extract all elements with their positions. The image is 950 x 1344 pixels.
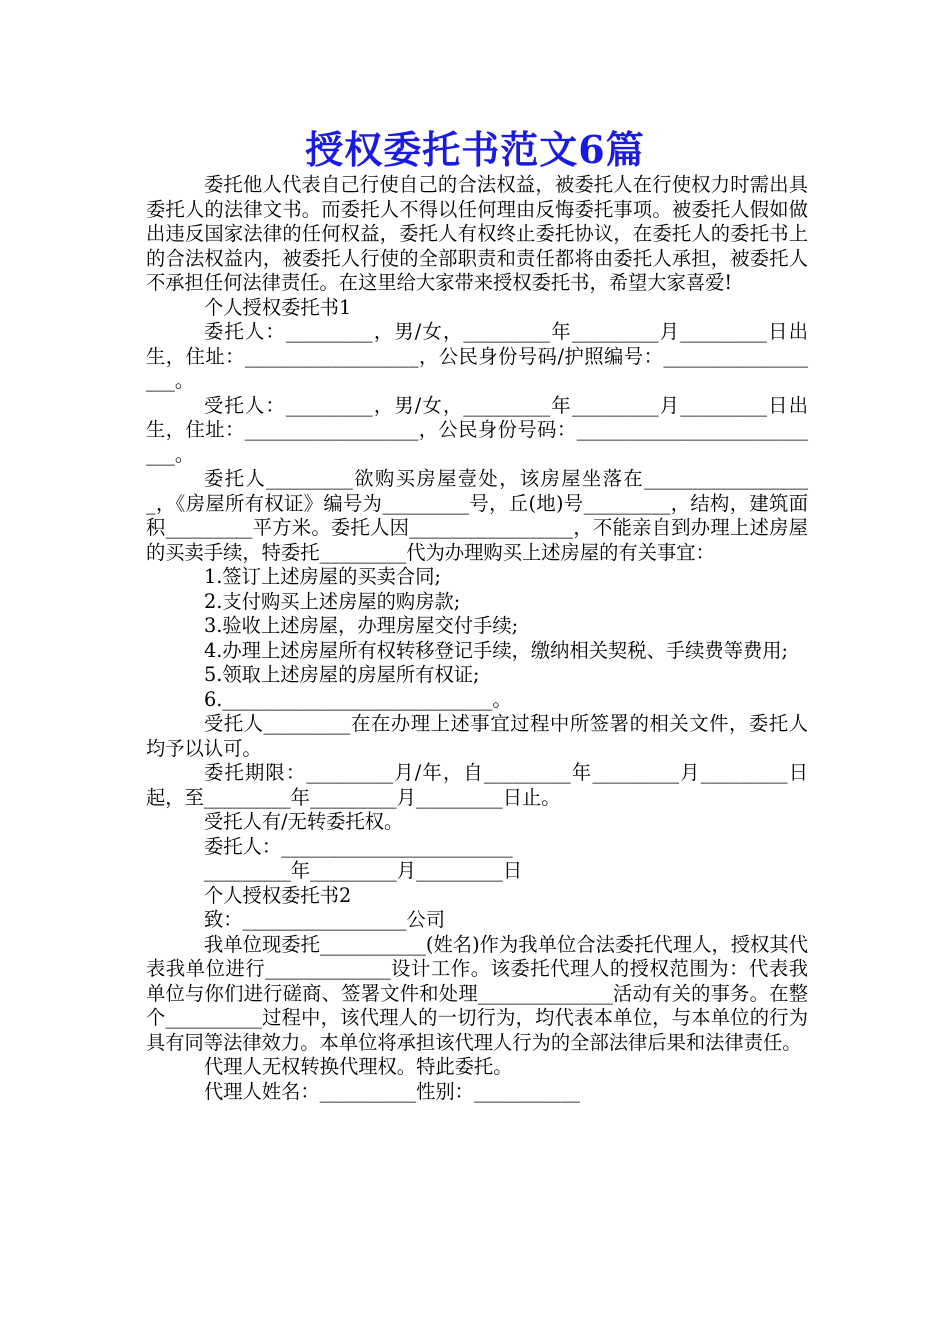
- signature-line: 委托人：________________________: [204, 834, 513, 858]
- list-item: 5.领取上述房屋的房屋所有权证;: [204, 663, 480, 686]
- section-heading-2: 个人授权委托书2: [204, 883, 352, 907]
- list-item: 4.办理上述房屋所有权转移登记手续，缴纳相关契税、手续费等费用;: [204, 638, 789, 662]
- section-heading-1: 个人授权委托书1: [204, 295, 352, 319]
- paragraph-company-delegation: 我单位现委托___________(姓名)作为我单位合法委托代理人，授权其代表我单位进行_____________设计工作。该委托代理人的授权范围为：代表我单位与你们进行磋商、签署文件和处理______________活动有关的事务。在整个__________过程中，该代理人的一切行为，均代表本单位，与本单位的行为具有同等法律效力。本单位将承担该代理人行为的全部法律后果和法律责任。: [146, 932, 808, 1054]
- paragraph-principal: 委托人：_________，男/女，_________年_________月_________日出生，住址：__________________，公民身份号码/护照编号：__________________。: [146, 320, 808, 392]
- date-line: _________年_________月_________日: [204, 859, 523, 882]
- list-item: 3.验收上述房屋，办理房屋交付手续;: [204, 614, 519, 637]
- paragraph-intro: 委托他人代表自己行使自己的合法权益，被委托人在行使权力时需出具委托人的法律文书。而委托人不得以任何理由反悔委托事项。被委托人假如做出违反国家法律的任何权益，委托人有权终止委托协议，在委托人的委托书上的合法权益内，被委托人行使的全部职责和责任都将由委托人承担，被委托人不承担任何法律责任。在这里给大家带来授权委托书，希望大家喜爱!: [146, 173, 808, 294]
- paragraph-agent: 受托人：_________，男/女，_________年_________月_________日出生，住址：__________________，公民身份号码：___________________________。: [146, 393, 808, 466]
- addressee-line: 致：_________________公司: [204, 908, 446, 931]
- list-item: 2.支付购买上述房屋的购房款;: [204, 589, 461, 613]
- list-item: 1.签订上述房屋的买卖合同;: [204, 565, 441, 588]
- paragraph-no-transfer: 代理人无权转换代理权。特此委托。: [204, 1055, 513, 1078]
- agent-name-line: 代理人姓名：__________性别：___________: [204, 1079, 580, 1103]
- list-item: 6.____________________________。: [204, 687, 512, 711]
- paragraph-term: 委托期限：_________月/年，自_________年_________月_________日起，至_________年_________月_________日止。: [146, 761, 808, 809]
- paragraph-property: 委托人_________欲购买房屋壹处，该房屋坐落在__________________，《房屋所有权证》编号为_________号，丘(地)号_________，结构，建筑面积_________平方米。委托人因_________________，不能亲自到办理上述房屋的买卖手续，特委托_________代为办理购买上述房屋的有关事宜：: [146, 467, 808, 564]
- document-title: 授权委托书范文6篇: [305, 127, 645, 172]
- paragraph-acknowledge: 受托人_________在在办理上述事宜过程中所签署的相关文件，委托人均予以认可。: [146, 712, 808, 760]
- document-body: [146, 173, 808, 1104]
- paragraph-subdelegation: 受托人有/无转委托权。: [204, 810, 404, 833]
